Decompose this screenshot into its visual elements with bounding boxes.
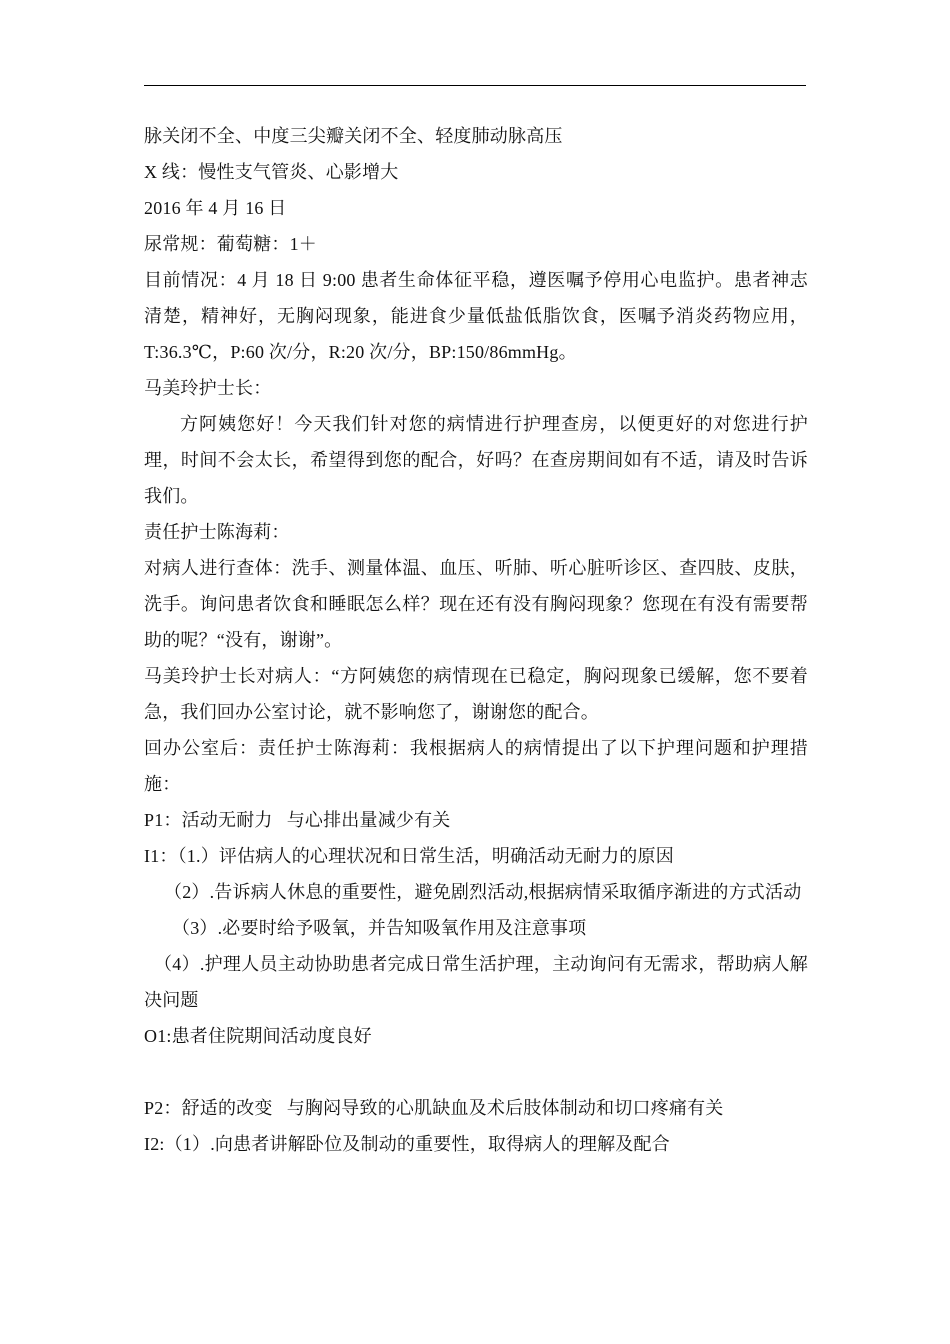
header-rule bbox=[144, 85, 806, 86]
exam-result-valve: 脉关闭不全、中度三尖瓣关闭不全、轻度肺动脉高压 bbox=[144, 126, 563, 146]
office-discussion: 回办公室后：责任护士陈海莉：我根据病人的病情提出了以下护理问题和护理措施： bbox=[144, 738, 808, 794]
head-nurse-greeting: 方阿姨您好！今天我们针对您的病情进行护理查房，以便更好的对您进行护理，时间不会太长，希望得到您的配合，好吗？在查房期间如有不适，请及时告诉我们。 bbox=[144, 414, 808, 506]
intervention-i1-1: I1：（1.）评估病人的心理状况和日常生活，明确活动无耐力的原因 bbox=[144, 846, 674, 866]
speaker-head-nurse: 马美玲护士长： bbox=[144, 378, 272, 398]
physical-exam: 对病人进行查体：洗手、测量体温、血压、听肺、听心脏听诊区、查四肢、皮肤，洗手。询问患者饮食和睡眠怎么样？现在还有没有胸闷现象？您现在有没有需要帮助的呢？“没有，谢谢”。 bbox=[144, 558, 808, 650]
document-body bbox=[144, 118, 808, 1162]
exam-result-urine: 尿常规：葡萄糖：1＋ bbox=[144, 234, 317, 254]
outcome-o1: O1:患者住院期间活动度良好 bbox=[144, 1026, 372, 1046]
intervention-i2-1: I2:（1）.向患者讲解卧位及制动的重要性，取得病人的理解及配合 bbox=[144, 1134, 670, 1154]
exam-result-xray: X 线：慢性支气管炎、心影增大 bbox=[144, 162, 399, 182]
paragraph-gap bbox=[144, 1054, 808, 1090]
intervention-i1-4: （4）.护理人员主动协助患者完成日常生活护理，主动询问有无需求，帮助病人解决问题 bbox=[144, 954, 808, 1010]
speaker-primary-nurse: 责任护士陈海莉： bbox=[144, 522, 290, 542]
intervention-i1-2: （2）.告诉病人休息的重要性，避免剧烈活动,根据病情采取循序渐进的方式活动 bbox=[164, 882, 802, 902]
intervention-i1-3: （3）.必要时给予吸氧，并告知吸氧作用及注意事项 bbox=[172, 918, 587, 938]
problem-p1: P1：活动无耐力 与心排出量减少有关 bbox=[144, 810, 451, 830]
exam-date: 2016 年 4 月 16 日 bbox=[144, 198, 287, 218]
problem-p2: P2：舒适的改变 与胸闷导致的心肌缺血及术后肢体制动和切口疼痛有关 bbox=[144, 1098, 724, 1118]
current-status: 目前情况：4 月 18 日 9:00 患者生命体征平稳，遵医嘱予停用心电监护。患者神志清楚，精神好，无胸闷现象，能进食少量低盐低脂饮食，医嘱予消炎药物应用，T:36.3℃，P:60 次/分，R:20 次/分，BP:150/86mmHg。 bbox=[144, 270, 808, 362]
head-nurse-to-patient: 马美玲护士长对病人：“方阿姨您的病情现在已稳定，胸闷现象已缓解，您不要着急，我们回办公室讨论，就不影响您了，谢谢您的配合。 bbox=[144, 666, 808, 722]
